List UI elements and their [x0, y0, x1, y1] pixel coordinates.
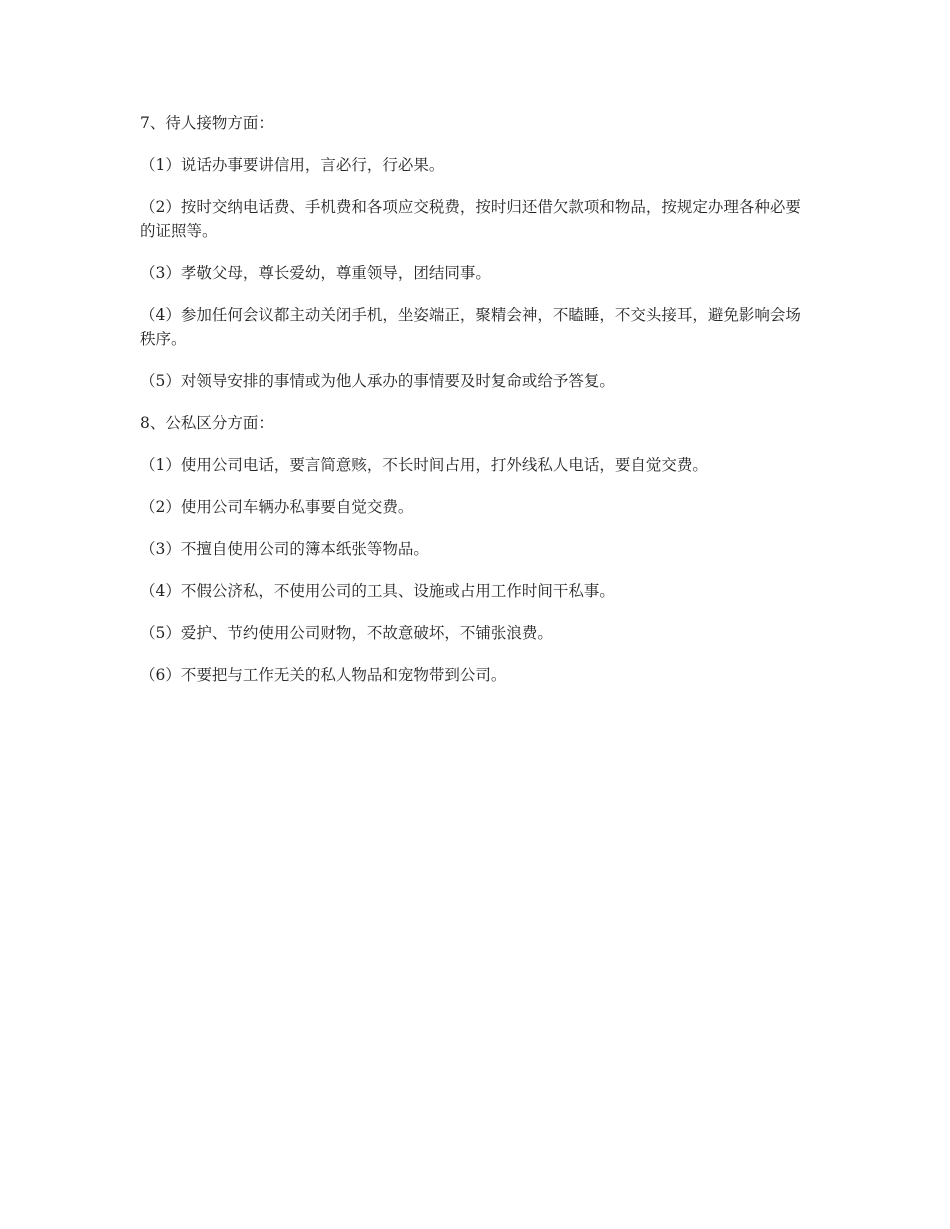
- section-7: [140, 111, 805, 393]
- list-item: （2）使用公司车辆办私事要自觉交费。: [140, 498, 414, 516]
- list-item: （3）不擅自使用公司的簿本纸张等物品。: [140, 540, 429, 558]
- document-body: [140, 111, 805, 687]
- list-item: （1）说话办事要讲信用，言必行，行必果。: [140, 156, 445, 174]
- section-8: [140, 411, 805, 687]
- section-heading: 8、公私区分方面：: [140, 414, 274, 432]
- list-item: （1）使用公司电话，要言简意赅，不长时间占用，打外线私人电话，要自觉交费。: [140, 456, 708, 474]
- list-item: （2）按时交纳电话费、手机费和各项应交税费，按时归还借欠款项和物品，按规定办理各种必要的证照等。: [140, 198, 801, 240]
- list-item: （5）爱护、节约使用公司财物，不故意破坏，不铺张浪费。: [140, 624, 553, 642]
- list-item: （5）对领导安排的事情或为他人承办的事情要及时复命或给予答复。: [140, 372, 615, 390]
- list-item: （4）参加任何会议都主动关闭手机，坐姿端正，聚精会神，不瞌睡，不交头接耳，避免影响会场秩序。: [140, 306, 801, 348]
- list-item: （4）不假公济私，不使用公司的工具、设施或占用工作时间干私事。: [140, 582, 615, 600]
- list-item: （3）孝敬父母，尊长爱幼，尊重领导，团结同事。: [140, 264, 491, 282]
- list-item: （6）不要把与工作无关的私人物品和宠物带到公司。: [140, 666, 507, 684]
- section-heading: 7、待人接物方面：: [140, 114, 274, 132]
